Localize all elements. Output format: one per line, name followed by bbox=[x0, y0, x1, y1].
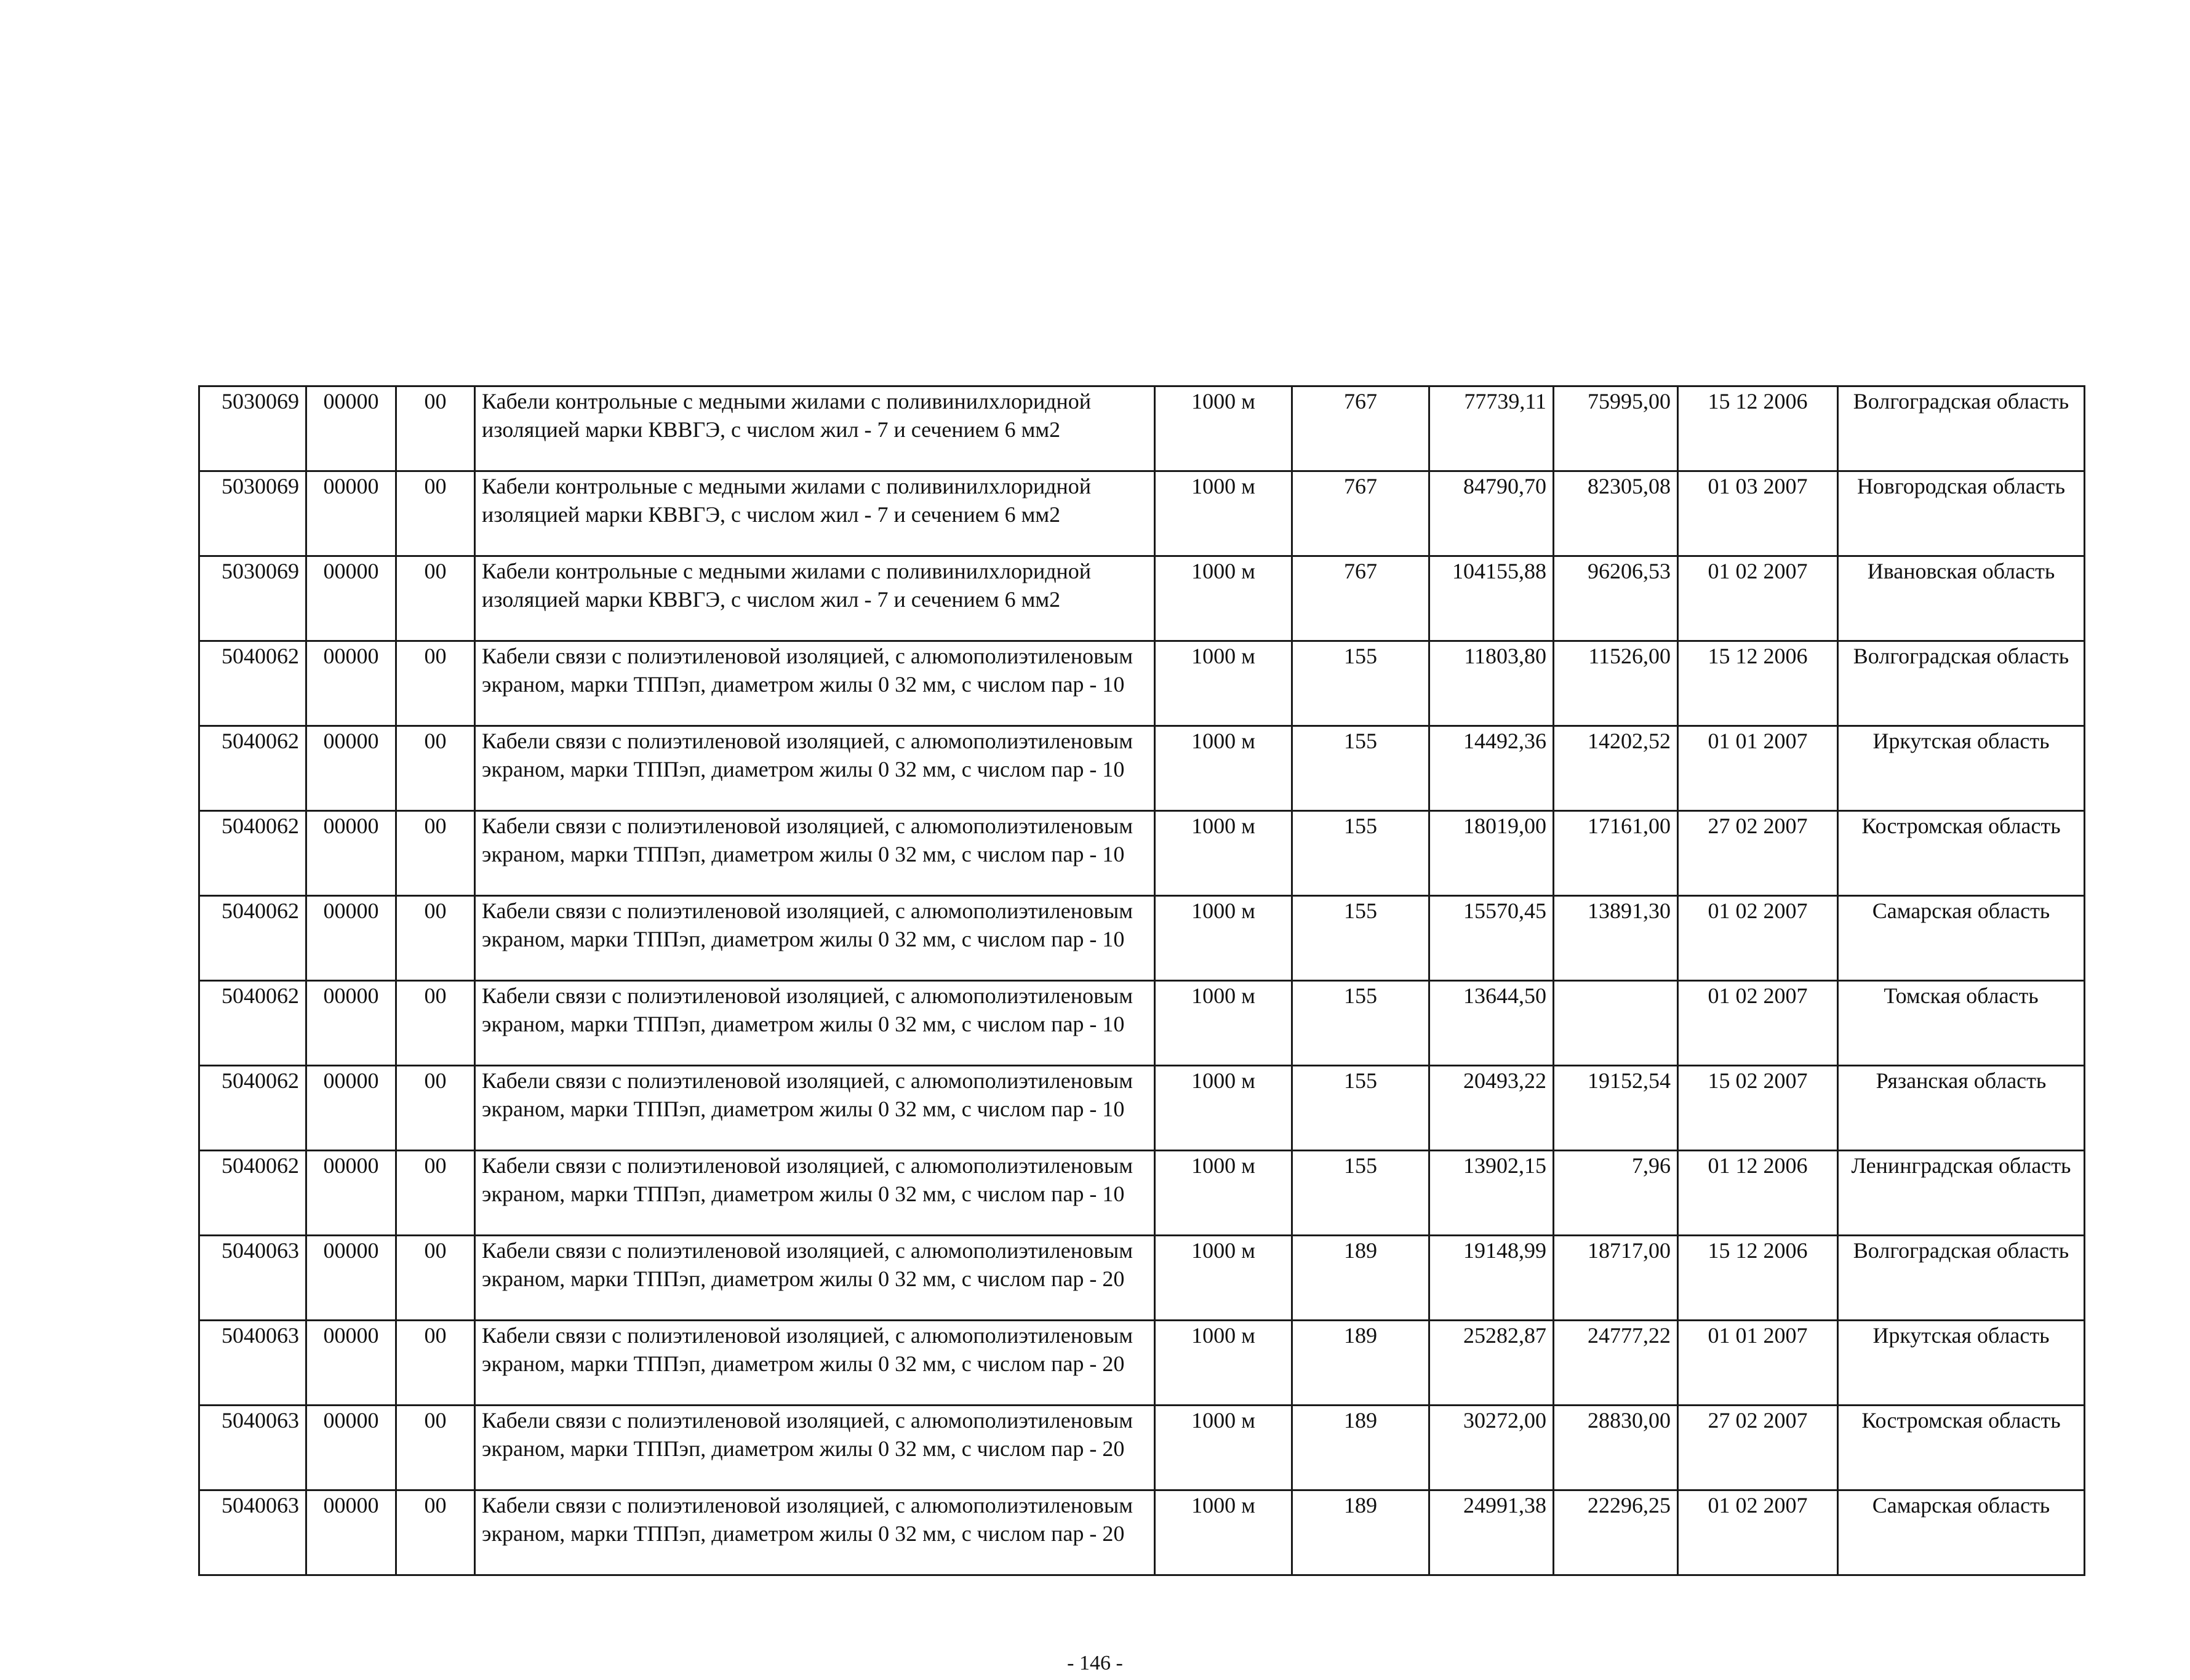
cell-product-name: Кабели связи с полиэтиленовой изоляцией, с алюмополиэтиленовым экраном, марки ТППэп, диаметром жилы 0 32 мм, с числом пар - 10 bbox=[475, 811, 1155, 896]
cell-unit-code: 155 bbox=[1292, 1066, 1429, 1151]
table-row bbox=[199, 471, 2085, 556]
cell-product-name: Кабели связи с полиэтиленовой изоляцией, с алюмополиэтиленовым экраном, марки ТППэп, диаметром жилы 0 32 мм, с числом пар - 10 bbox=[475, 1151, 1155, 1236]
cell-subcode-2: 00 bbox=[396, 1066, 475, 1151]
cell-unit: 1000 м bbox=[1155, 811, 1292, 896]
cell-region: Костромская область bbox=[1838, 1406, 2085, 1490]
cell-subcode-1: 00000 bbox=[306, 1066, 396, 1151]
cell-price-2: 96206,53 bbox=[1554, 556, 1678, 641]
cell-subcode-2: 00 bbox=[396, 726, 475, 811]
cell-price-2: 11526,00 bbox=[1554, 641, 1678, 726]
cell-date: 01 12 2006 bbox=[1678, 1151, 1838, 1236]
cell-code: 5040062 bbox=[199, 981, 306, 1066]
cell-region: Самарская область bbox=[1838, 896, 2085, 981]
cell-region: Самарская область bbox=[1838, 1490, 2085, 1575]
cell-unit-code: 155 bbox=[1292, 811, 1429, 896]
cell-region: Костромская область bbox=[1838, 811, 2085, 896]
cell-region: Ленинградская область bbox=[1838, 1151, 2085, 1236]
table-row bbox=[199, 811, 2085, 896]
cell-subcode-2: 00 bbox=[396, 1321, 475, 1406]
table-row bbox=[199, 1406, 2085, 1490]
cell-subcode-1: 00000 bbox=[306, 1321, 396, 1406]
cell-price-2: 17161,00 bbox=[1554, 811, 1678, 896]
cell-price-1: 14492,36 bbox=[1429, 726, 1554, 811]
table-row bbox=[199, 1321, 2085, 1406]
cell-unit: 1000 м bbox=[1155, 896, 1292, 981]
cell-subcode-2: 00 bbox=[396, 471, 475, 556]
cell-code: 5040062 bbox=[199, 896, 306, 981]
cell-subcode-2: 00 bbox=[396, 556, 475, 641]
cell-product-name: Кабели контрольные с медными жилами с поливинилхлоридной изоляцией марки КВВГЭ, с числом жил - 7 и сечением 6 мм2 bbox=[475, 386, 1155, 471]
cell-region: Рязанская область bbox=[1838, 1066, 2085, 1151]
cell-code: 5040062 bbox=[199, 811, 306, 896]
cell-unit-code: 767 bbox=[1292, 556, 1429, 641]
table-row bbox=[199, 1066, 2085, 1151]
cell-code: 5040062 bbox=[199, 1066, 306, 1151]
cell-date: 15 12 2006 bbox=[1678, 1236, 1838, 1321]
cell-region: Иркутская область bbox=[1838, 1321, 2085, 1406]
cell-price-1: 20493,22 bbox=[1429, 1066, 1554, 1151]
cell-region: Волгоградская область bbox=[1838, 641, 2085, 726]
price-table bbox=[198, 385, 2085, 1576]
cell-date: 15 12 2006 bbox=[1678, 386, 1838, 471]
cell-price-1: 30272,00 bbox=[1429, 1406, 1554, 1490]
cell-product-name: Кабели связи с полиэтиленовой изоляцией, с алюмополиэтиленовым экраном, марки ТППэп, диаметром жилы 0 32 мм, с числом пар - 20 bbox=[475, 1236, 1155, 1321]
cell-price-2: 7,96 bbox=[1554, 1151, 1678, 1236]
cell-price-2: 13891,30 bbox=[1554, 896, 1678, 981]
cell-unit: 1000 м bbox=[1155, 1236, 1292, 1321]
table-row bbox=[199, 1490, 2085, 1575]
cell-product-name: Кабели связи с полиэтиленовой изоляцией, с алюмополиэтиленовым экраном, марки ТППэп, диаметром жилы 0 32 мм, с числом пар - 20 bbox=[475, 1406, 1155, 1490]
cell-date: 01 01 2007 bbox=[1678, 726, 1838, 811]
cell-price-2: 22296,25 bbox=[1554, 1490, 1678, 1575]
cell-unit: 1000 м bbox=[1155, 726, 1292, 811]
cell-code: 5040062 bbox=[199, 1151, 306, 1236]
cell-region: Ивановская область bbox=[1838, 556, 2085, 641]
cell-subcode-1: 00000 bbox=[306, 896, 396, 981]
cell-subcode-1: 00000 bbox=[306, 471, 396, 556]
cell-price-2: 18717,00 bbox=[1554, 1236, 1678, 1321]
cell-subcode-2: 00 bbox=[396, 1236, 475, 1321]
cell-subcode-2: 00 bbox=[396, 896, 475, 981]
cell-unit-code: 189 bbox=[1292, 1490, 1429, 1575]
cell-subcode-2: 00 bbox=[396, 1151, 475, 1236]
cell-date: 01 02 2007 bbox=[1678, 896, 1838, 981]
cell-unit: 1000 м bbox=[1155, 1490, 1292, 1575]
cell-code: 5040063 bbox=[199, 1406, 306, 1490]
cell-unit-code: 189 bbox=[1292, 1406, 1429, 1490]
cell-code: 5030069 bbox=[199, 471, 306, 556]
cell-subcode-1: 00000 bbox=[306, 641, 396, 726]
cell-subcode-1: 00000 bbox=[306, 556, 396, 641]
cell-code: 5040063 bbox=[199, 1490, 306, 1575]
cell-unit: 1000 м bbox=[1155, 556, 1292, 641]
cell-price-1: 13644,50 bbox=[1429, 981, 1554, 1066]
cell-unit-code: 767 bbox=[1292, 386, 1429, 471]
cell-price-1: 15570,45 bbox=[1429, 896, 1554, 981]
cell-unit-code: 155 bbox=[1292, 641, 1429, 726]
cell-unit-code: 155 bbox=[1292, 981, 1429, 1066]
table-row bbox=[199, 1236, 2085, 1321]
cell-code: 5040062 bbox=[199, 641, 306, 726]
cell-unit: 1000 м bbox=[1155, 981, 1292, 1066]
cell-product-name: Кабели контрольные с медными жилами с поливинилхлоридной изоляцией марки КВВГЭ, с числом жил - 7 и сечением 6 мм2 bbox=[475, 471, 1155, 556]
cell-subcode-2: 00 bbox=[396, 1406, 475, 1490]
cell-product-name: Кабели связи с полиэтиленовой изоляцией, с алюмополиэтиленовым экраном, марки ТППэп, диаметром жилы 0 32 мм, с числом пар - 10 bbox=[475, 726, 1155, 811]
cell-region: Волгоградская область bbox=[1838, 386, 2085, 471]
cell-code: 5040063 bbox=[199, 1321, 306, 1406]
cell-subcode-1: 00000 bbox=[306, 1490, 396, 1575]
cell-code: 5040062 bbox=[199, 726, 306, 811]
cell-product-name: Кабели связи с полиэтиленовой изоляцией, с алюмополиэтиленовым экраном, марки ТППэп, диаметром жилы 0 32 мм, с числом пар - 10 bbox=[475, 896, 1155, 981]
cell-unit: 1000 м bbox=[1155, 1151, 1292, 1236]
cell-subcode-2: 00 bbox=[396, 811, 475, 896]
cell-region: Иркутская область bbox=[1838, 726, 2085, 811]
cell-price-2: 28830,00 bbox=[1554, 1406, 1678, 1490]
table-row bbox=[199, 1151, 2085, 1236]
cell-price-2: 24777,22 bbox=[1554, 1321, 1678, 1406]
cell-subcode-1: 00000 bbox=[306, 811, 396, 896]
cell-unit-code: 189 bbox=[1292, 1321, 1429, 1406]
cell-date: 27 02 2007 bbox=[1678, 1406, 1838, 1490]
cell-subcode-2: 00 bbox=[396, 981, 475, 1066]
cell-price-2: 14202,52 bbox=[1554, 726, 1678, 811]
cell-code: 5030069 bbox=[199, 556, 306, 641]
cell-date: 01 02 2007 bbox=[1678, 981, 1838, 1066]
cell-price-2 bbox=[1554, 981, 1678, 1066]
cell-price-2: 82305,08 bbox=[1554, 471, 1678, 556]
cell-date: 01 02 2007 bbox=[1678, 1490, 1838, 1575]
cell-date: 01 03 2007 bbox=[1678, 471, 1838, 556]
cell-price-1: 24991,38 bbox=[1429, 1490, 1554, 1575]
table-row bbox=[199, 981, 2085, 1066]
table-row bbox=[199, 386, 2085, 471]
cell-product-name: Кабели связи с полиэтиленовой изоляцией, с алюмополиэтиленовым экраном, марки ТППэп, диаметром жилы 0 32 мм, с числом пар - 10 bbox=[475, 1066, 1155, 1151]
cell-unit: 1000 м bbox=[1155, 1321, 1292, 1406]
cell-region: Новгородская область bbox=[1838, 471, 2085, 556]
cell-unit: 1000 м bbox=[1155, 1066, 1292, 1151]
cell-region: Волгоградская область bbox=[1838, 1236, 2085, 1321]
cell-subcode-2: 00 bbox=[396, 386, 475, 471]
cell-subcode-2: 00 bbox=[396, 1490, 475, 1575]
cell-subcode-2: 00 bbox=[396, 641, 475, 726]
cell-unit: 1000 м bbox=[1155, 641, 1292, 726]
cell-region: Томская область bbox=[1838, 981, 2085, 1066]
cell-product-name: Кабели связи с полиэтиленовой изоляцией, с алюмополиэтиленовым экраном, марки ТППэп, диаметром жилы 0 32 мм, с числом пар - 20 bbox=[475, 1321, 1155, 1406]
cell-subcode-1: 00000 bbox=[306, 386, 396, 471]
cell-date: 01 02 2007 bbox=[1678, 556, 1838, 641]
page-number: - 146 - bbox=[1067, 1652, 1123, 1674]
cell-price-1: 19148,99 bbox=[1429, 1236, 1554, 1321]
cell-code: 5040063 bbox=[199, 1236, 306, 1321]
cell-date: 27 02 2007 bbox=[1678, 811, 1838, 896]
cell-subcode-1: 00000 bbox=[306, 1236, 396, 1321]
cell-unit-code: 155 bbox=[1292, 726, 1429, 811]
cell-date: 15 12 2006 bbox=[1678, 641, 1838, 726]
cell-price-1: 84790,70 bbox=[1429, 471, 1554, 556]
cell-price-1: 104155,88 bbox=[1429, 556, 1554, 641]
cell-price-1: 18019,00 bbox=[1429, 811, 1554, 896]
cell-code: 5030069 bbox=[199, 386, 306, 471]
cell-unit-code: 189 bbox=[1292, 1236, 1429, 1321]
cell-price-1: 11803,80 bbox=[1429, 641, 1554, 726]
cell-price-1: 13902,15 bbox=[1429, 1151, 1554, 1236]
cell-unit: 1000 м bbox=[1155, 471, 1292, 556]
cell-product-name: Кабели контрольные с медными жилами с поливинилхлоридной изоляцией марки КВВГЭ, с числом жил - 7 и сечением 6 мм2 bbox=[475, 556, 1155, 641]
cell-unit-code: 767 bbox=[1292, 471, 1429, 556]
cell-subcode-1: 00000 bbox=[306, 1406, 396, 1490]
table-row bbox=[199, 726, 2085, 811]
cell-unit-code: 155 bbox=[1292, 1151, 1429, 1236]
cell-product-name: Кабели связи с полиэтиленовой изоляцией, с алюмополиэтиленовым экраном, марки ТППэп, диаметром жилы 0 32 мм, с числом пар - 20 bbox=[475, 1490, 1155, 1575]
cell-product-name: Кабели связи с полиэтиленовой изоляцией, с алюмополиэтиленовым экраном, марки ТППэп, диаметром жилы 0 32 мм, с числом пар - 10 bbox=[475, 641, 1155, 726]
cell-subcode-1: 00000 bbox=[306, 726, 396, 811]
table-row bbox=[199, 641, 2085, 726]
cell-subcode-1: 00000 bbox=[306, 981, 396, 1066]
cell-unit-code: 155 bbox=[1292, 896, 1429, 981]
cell-price-2: 19152,54 bbox=[1554, 1066, 1678, 1151]
table-row bbox=[199, 556, 2085, 641]
table-body bbox=[199, 386, 2085, 1575]
cell-price-1: 25282,87 bbox=[1429, 1321, 1554, 1406]
cell-unit: 1000 м bbox=[1155, 1406, 1292, 1490]
cell-price-2: 75995,00 bbox=[1554, 386, 1678, 471]
cell-date: 15 02 2007 bbox=[1678, 1066, 1838, 1151]
cell-subcode-1: 00000 bbox=[306, 1151, 396, 1236]
cell-price-1: 77739,11 bbox=[1429, 386, 1554, 471]
cell-product-name: Кабели связи с полиэтиленовой изоляцией, с алюмополиэтиленовым экраном, марки ТППэп, диаметром жилы 0 32 мм, с числом пар - 10 bbox=[475, 981, 1155, 1066]
cell-date: 01 01 2007 bbox=[1678, 1321, 1838, 1406]
cell-unit: 1000 м bbox=[1155, 386, 1292, 471]
table-row bbox=[199, 896, 2085, 981]
